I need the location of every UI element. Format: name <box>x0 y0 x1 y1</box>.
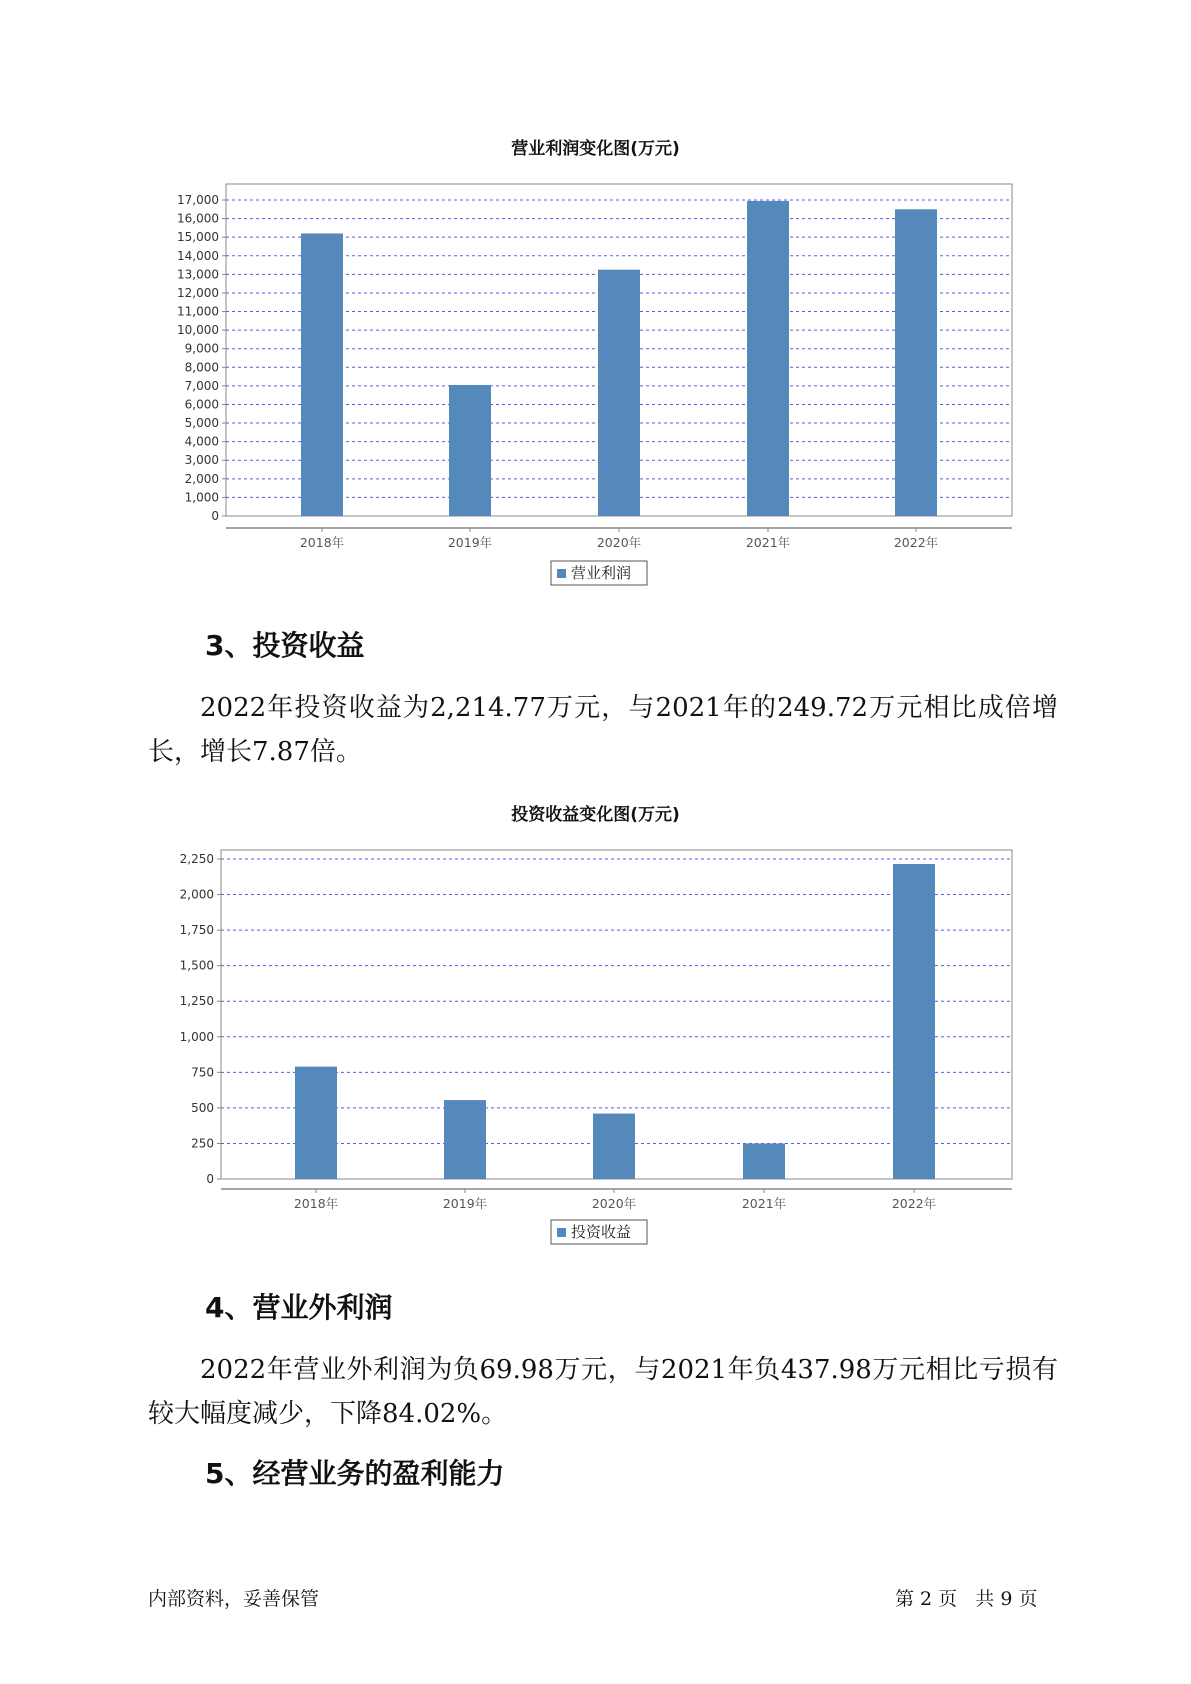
bar <box>593 1114 635 1179</box>
legend-label: 营业利润 <box>571 564 632 582</box>
y-tick-label: 14,000 <box>177 248 219 263</box>
y-tick-label: 250 <box>191 1136 214 1151</box>
y-tick-label: 5,000 <box>184 416 219 431</box>
y-tick-label: 0 <box>211 509 219 523</box>
y-tick-label: 6,000 <box>184 397 219 412</box>
y-tick-label: 1,500 <box>179 958 214 973</box>
x-tick-label: 2020年 <box>591 1196 637 1211</box>
y-tick-label: 17,000 <box>177 193 219 207</box>
y-tick-label: 15,000 <box>177 230 219 245</box>
x-tick-label: 2022年 <box>893 535 939 550</box>
bar <box>301 233 343 516</box>
legend-label: 投资收益 <box>571 1223 632 1241</box>
section-3-paragraph: 2022年投资收益为2,214.77万元，与2021年的249.72万元相比成倍增长，增长7.87倍。 <box>148 693 1058 767</box>
y-tick-label: 2,000 <box>179 887 214 902</box>
y-tick-label: 13,000 <box>177 267 219 282</box>
y-tick-label: 4,000 <box>184 434 219 449</box>
y-tick-label: 8,000 <box>184 360 219 375</box>
x-tick-label: 2018年 <box>299 535 345 550</box>
bar <box>743 1143 785 1179</box>
section-4-paragraph: 2022年营业外利润为负69.98万元，与2021年负437.98万元相比亏损有较大幅度减少，下降84.02%。 <box>148 1355 1058 1429</box>
bar <box>598 270 640 516</box>
legend-swatch <box>557 569 566 578</box>
section-3-heading: 3、投资收益 <box>205 629 365 662</box>
y-tick-label: 11,000 <box>177 304 219 319</box>
y-tick-label: 12,000 <box>177 285 219 300</box>
bar <box>895 209 937 516</box>
chart-title-operating-profit: 营业利润变化图(万元) <box>511 139 680 159</box>
bar <box>449 385 491 516</box>
y-tick-label: 10,000 <box>177 323 219 338</box>
footer-confidential-note: 内部资料，妥善保管 <box>148 1588 320 1610</box>
x-tick-label: 2019年 <box>447 535 493 550</box>
y-tick-label: 1,000 <box>179 1029 214 1044</box>
bar <box>893 864 935 1179</box>
section-5-heading: 5、经营业务的盈利能力 <box>205 1457 505 1490</box>
footer-page-number: 第 2 页 共 9 页 <box>895 1588 1038 1610</box>
y-tick-label: 9,000 <box>184 341 219 356</box>
y-tick-label: 2,250 <box>179 852 214 866</box>
x-tick-label: 2021年 <box>745 535 791 550</box>
x-tick-label: 2021年 <box>741 1196 787 1211</box>
y-tick-label: 2,000 <box>184 471 219 486</box>
chart-title-investment-income: 投资收益变化图(万元) <box>511 805 680 825</box>
y-tick-label: 750 <box>191 1065 214 1080</box>
x-tick-label: 2022年 <box>891 1196 937 1211</box>
x-tick-label: 2018年 <box>293 1196 339 1211</box>
y-tick-label: 3,000 <box>184 453 219 468</box>
bar <box>295 1067 337 1179</box>
legend <box>551 561 647 585</box>
investment-income-chart <box>0 830 1191 1270</box>
bar <box>444 1100 486 1179</box>
legend-swatch <box>557 1228 566 1237</box>
x-tick-label: 2019年 <box>442 1196 488 1211</box>
y-tick-label: 1,250 <box>179 994 214 1009</box>
operating-profit-chart <box>0 160 1191 600</box>
section-4-heading: 4、营业外利润 <box>205 1291 393 1324</box>
y-tick-label: 16,000 <box>177 211 219 226</box>
y-tick-label: 1,000 <box>184 490 219 505</box>
y-tick-label: 1,750 <box>179 923 214 938</box>
y-tick-label: 500 <box>191 1100 214 1115</box>
bar <box>747 201 789 516</box>
y-tick-label: 0 <box>206 1172 214 1186</box>
y-tick-label: 7,000 <box>184 378 219 393</box>
x-tick-label: 2020年 <box>596 535 642 550</box>
legend <box>551 1220 647 1244</box>
